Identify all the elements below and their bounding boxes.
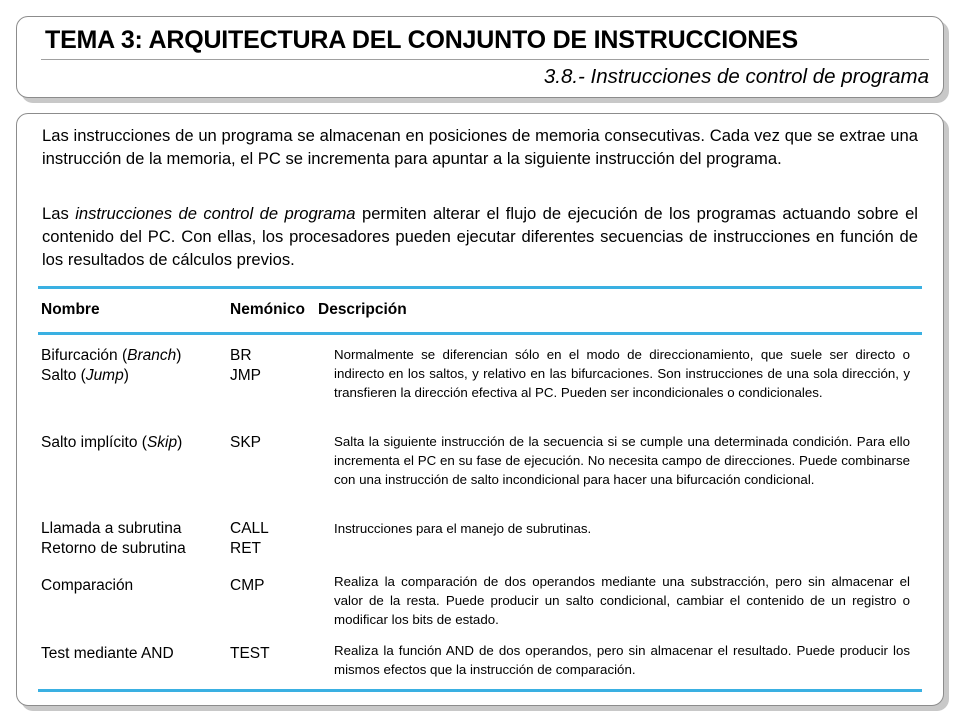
row-skip-name bbox=[41, 433, 182, 453]
header-nemonico: Nemónico bbox=[230, 301, 305, 318]
name-jump bbox=[41, 366, 181, 386]
mnemonic-jmp: JMP bbox=[230, 367, 261, 384]
intro-p2-start: Las bbox=[42, 204, 76, 223]
name-english: Skip bbox=[146, 434, 178, 451]
mnemonic-test: TEST bbox=[230, 645, 270, 662]
header-panel bbox=[16, 16, 944, 98]
mnemonic-ret: RET bbox=[230, 540, 261, 557]
intro-paragraph-1: Las instrucciones de un programa se almacenan en posiciones de memoria consecutivas. Cada vez que se extrae una instrucción de la memoria, el PC se incrementa para apuntar a la siguiente instrucción del programa. bbox=[42, 126, 918, 168]
description-compare: Realiza la comparación de dos operandos mediante una substracción, pero sin almacenar el valor de la resta. Puede producir un salto condicional, cambiar el contenido de un registro o modificar los bits de estado. bbox=[334, 574, 910, 627]
name-text: Bifurcación ( bbox=[41, 347, 128, 364]
intro-p2-emphasis: instrucciones de control de programa bbox=[75, 204, 356, 223]
description-skip: Salta la siguiente instrucción de la secuencia si se cumple una determinada condición. Para ello incrementa el PC en su fase de ejecución. No necesita campo de direcciones. Puede combinarse con una instrucción de salto incondicional para hacer una bifurcación condicional. bbox=[334, 434, 910, 487]
content-panel bbox=[16, 113, 944, 706]
name-english: Jump bbox=[85, 367, 124, 384]
table-top-rule bbox=[38, 286, 922, 289]
name-call: Llamada a subrutina bbox=[41, 520, 182, 537]
name-test: Test mediante AND bbox=[41, 645, 174, 662]
header-divider bbox=[41, 59, 929, 60]
name-ret: Retorno de subrutina bbox=[41, 540, 186, 557]
row-branch-jump-names bbox=[41, 346, 181, 386]
header-nombre: Nombre bbox=[41, 301, 100, 318]
description-branch-jump: Normalmente se diferencian sólo en el modo de direccionamiento, que suele ser directo o indirecto en los saltos, y relativo en las bifurcaciones. Son instrucciones de una sola dirección, y transfieren la dirección efectiva al PC. Pueden ser incondicionales o condicionales. bbox=[334, 347, 910, 400]
slide-title: TEMA 3: ARQUITECTURA DEL CONJUNTO DE INSTRUCCIONES bbox=[45, 26, 799, 54]
name-text: Salto ( bbox=[41, 367, 86, 384]
table-bottom-rule bbox=[38, 689, 922, 692]
intro-p2-end: permiten alterar el flujo de ejecución de los programas actuando sobre el contenido del PC. Con ellas, los procesadores pueden ejecutar diferentes secuencias de instrucciones en función de los resultados de cálculos previos. bbox=[42, 204, 918, 269]
row-call-ret-names bbox=[41, 519, 186, 559]
table-header-rule bbox=[38, 332, 922, 335]
slide-subtitle: 3.8.- Instrucciones de control de programa bbox=[543, 65, 929, 88]
mnemonic-call: CALL bbox=[230, 520, 269, 537]
intro-paragraph-2 bbox=[42, 202, 918, 271]
name-paren: ) bbox=[123, 367, 129, 384]
name-english: Branch bbox=[127, 347, 177, 364]
description-subroutines: Instrucciones para el manejo de subrutinas. bbox=[334, 521, 592, 536]
name-branch bbox=[41, 346, 181, 366]
row-branch-jump-mnemonics bbox=[230, 346, 261, 386]
mnemonic-br: BR bbox=[230, 347, 252, 364]
name-text: Salto implícito ( bbox=[41, 434, 147, 451]
name-paren: ) bbox=[177, 434, 183, 451]
header-descripcion: Descripción bbox=[318, 301, 407, 318]
description-test: Realiza la función AND de dos operandos, pero sin almacenar el resultado. Puede producir los mismos efectos que la instrucción de comparación. bbox=[334, 643, 910, 677]
name-compare: Comparación bbox=[41, 577, 134, 594]
mnemonic-skp: SKP bbox=[230, 434, 262, 451]
mnemonic-cmp: CMP bbox=[230, 577, 265, 594]
row-call-ret-mnemonics bbox=[230, 519, 269, 559]
name-paren: ) bbox=[176, 347, 182, 364]
